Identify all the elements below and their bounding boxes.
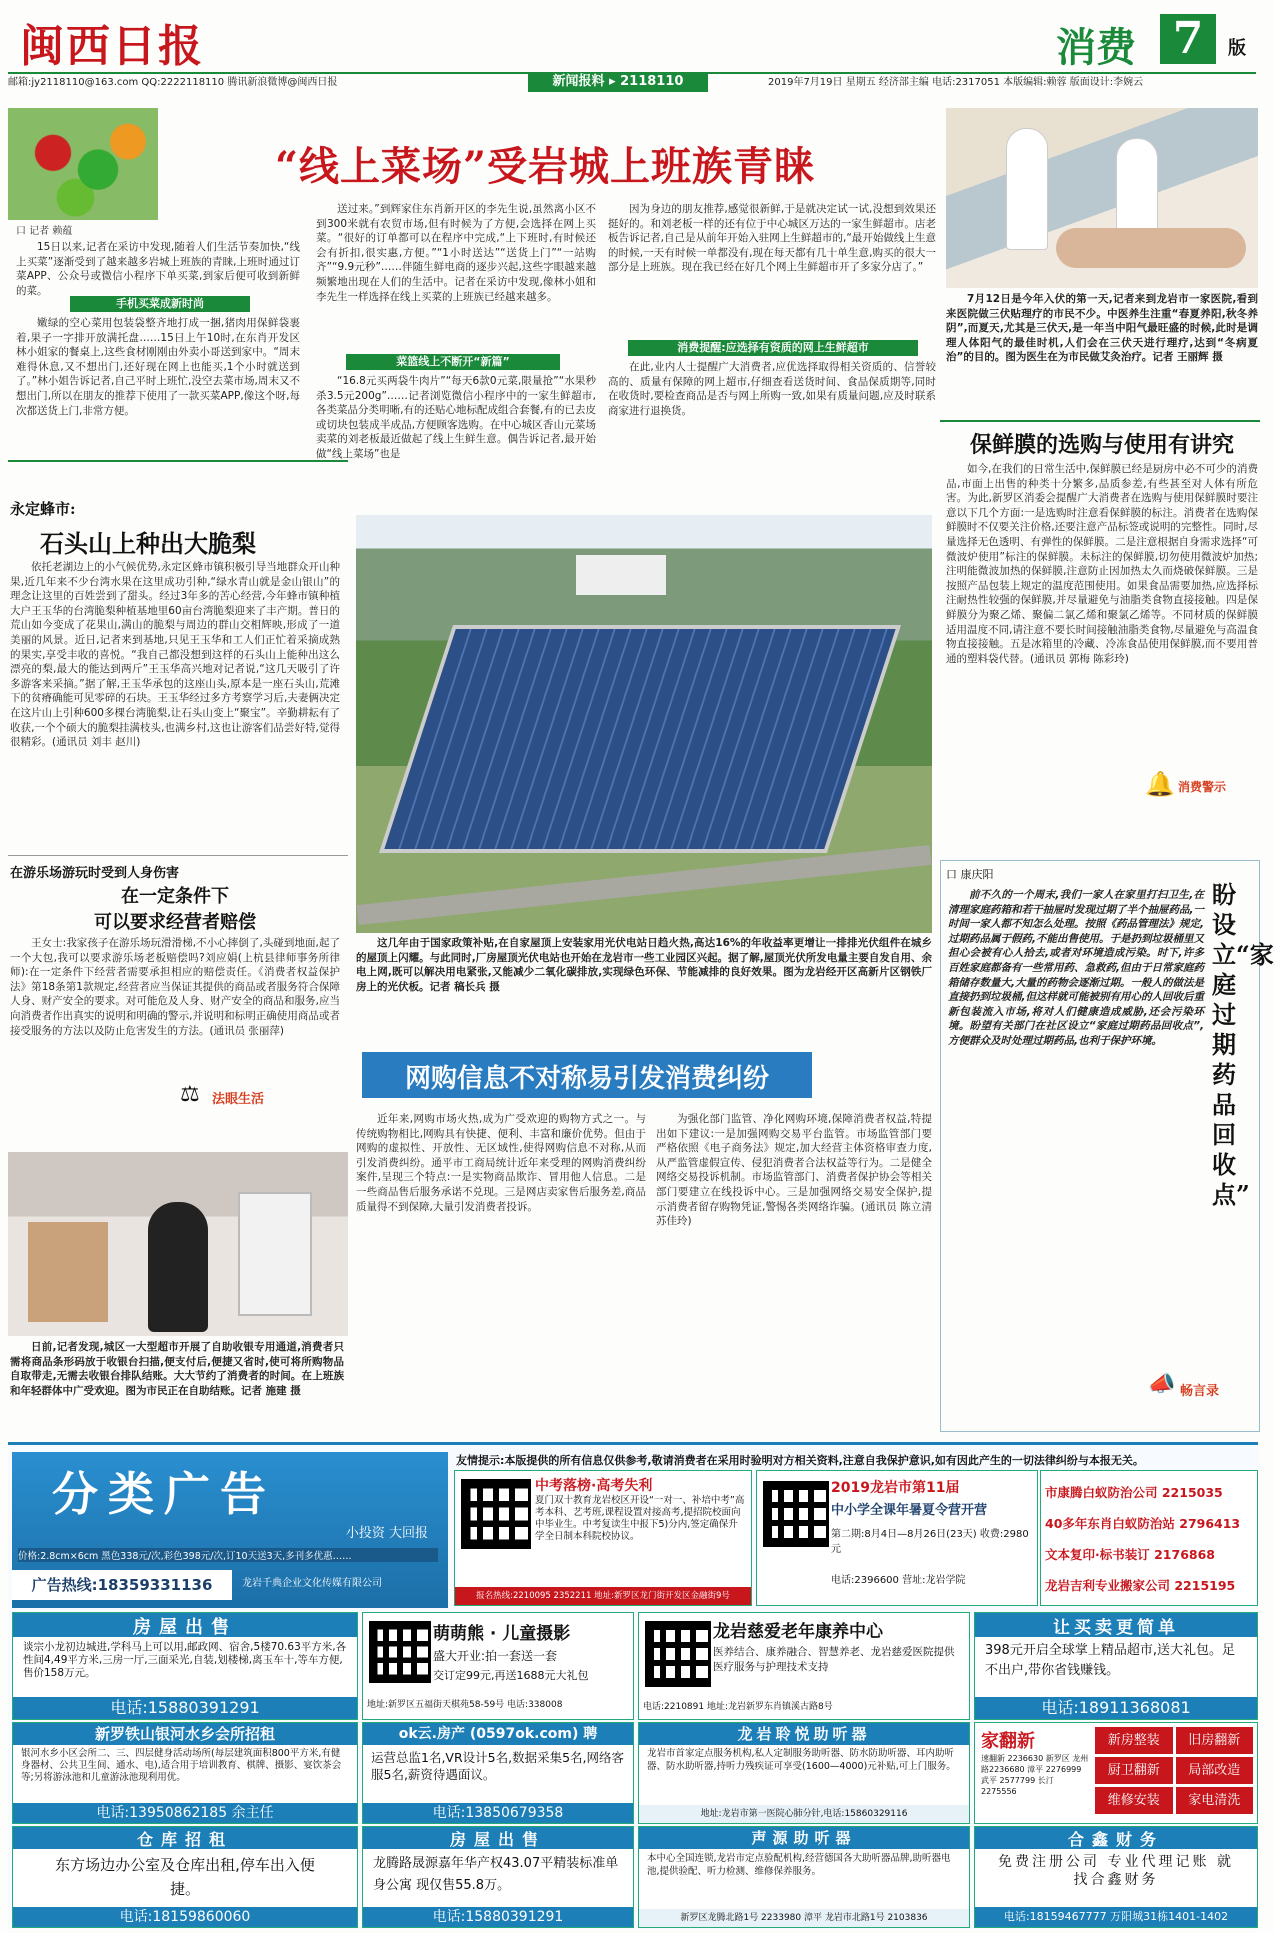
self-checkout-photo	[8, 1152, 348, 1336]
baby-photo-ad[interactable]	[362, 1612, 634, 1720]
school-ad-phone: 报名热线:2210095 2352211 地址:新罗区龙门街开发区金融街9号	[455, 1587, 751, 1605]
qr-code-icon[interactable]	[645, 1621, 711, 1687]
okyun-phone: 电话:13850679358	[363, 1803, 633, 1823]
news-hotline[interactable]: 新闻报料 ▸ 2118110	[528, 72, 708, 92]
renovation-item: 局部改造	[1176, 1757, 1254, 1784]
apartment-sale-text: 龙腾路晟源嘉年华产权43.07平精装标准单身公寓 现仅售55.8万。	[373, 1856, 619, 1893]
story1-col3b: 在此,业内人士提醒广大消费者,应优选择取得相关资质的、信誉较高的、质量有保障的网上超市,仔细查看送货时间、食品保质期等,同时在收货时,要检查商品是否与网上所购一致,如果有质量问题,应及时联系商家进行退换货。	[608, 361, 936, 417]
apartment-sale-phone: 电话:15880391291	[363, 1907, 633, 1927]
edition-label: 版	[1228, 38, 1246, 59]
ads-notice: 友情提示:本版提供的所有信息仅供参考,敬请消费者在采用时验明对方相关资料,注意自我保护意识,如有因此产生的一切法律纠纷与本报无关。	[456, 1454, 1144, 1467]
story1-byline: 口 记者 赖蕴	[16, 226, 73, 237]
summer-camp-ad[interactable]	[756, 1470, 1038, 1606]
renovation-item: 厨卫翻新	[1095, 1757, 1173, 1784]
shopping-ad[interactable]	[974, 1612, 1258, 1720]
solar-roof-photo	[356, 515, 932, 933]
services-ad[interactable]	[1040, 1470, 1258, 1606]
baby-photo-offer: 盛大开业:拍一套送一套	[433, 1649, 558, 1663]
divider	[8, 855, 348, 856]
story1-col1: 15日以来,记者在采访中发现,随着人们生活节奏加快,“线上买菜”逐渐受到了越来越多岩城上班族的青睐,上班时通过订菜APP、公众号或微信小程序下单买菜,到家后便可收到新鲜的菜。	[16, 241, 300, 297]
online-col1: 近年来,网购市场火热,成为广受欢迎的购物方式之一。与传统购物相比,网购具有快捷、便利、丰富和廉价优势。但由于网购的虚拟性、开放性、无区域性,使得网购信息不对称,从而引发消费纠纷。通平市工商局统计近年来受理的网购消费纠纷案件,呈现三个特点:一是实物商品欺诈、冒用他人信息。二是一些商品售后服务承诺不兑现。三是网店卖家售后服务差,商品质量得不到保障,大量引发消费者投诉。	[356, 1113, 646, 1213]
okyun-text: 运营总监1名,VR设计5名,数据采集5名,网络客服5名,薪资待遇面议。	[371, 1750, 625, 1782]
divider	[8, 460, 348, 462]
apartment-sale-ad[interactable]	[362, 1826, 634, 1928]
baby-photo-offer-2: 交订定99元,再送1688元大礼包	[433, 1669, 589, 1682]
legal-title-1: 在一定条件下	[121, 886, 229, 907]
pear-title: 石头山上种出大脆梨	[40, 529, 256, 558]
elderly-care-title: 龙岩慈爱老年康养中心	[713, 1622, 883, 1642]
services-list	[1045, 1477, 1240, 1601]
column-title: 盼设立“家庭过期药品回收点”	[1212, 880, 1274, 1209]
classified-title: 分类广告	[52, 1467, 276, 1521]
finance-phone: 电话:18159467777 万阳城31栋1401-1402	[975, 1907, 1257, 1927]
renovation-item: 维修安装	[1095, 1787, 1173, 1814]
story1-col2b: “16.8元买两袋牛肉片”“每天6款0元菜,限量抢”“水果秒杀3.5元200g”……记者浏览微信小程序中的一家生鲜超市,各类菜品分类明晰,有的还贴心地标配成组合套餐,有的已去皮或切块包装成半成品,方便顾客选购。在中心城区香山元菜场卖菜的刘老板最近做起了线上生鲜生意。偶告诉记者,最开始做“线上菜场”也是	[316, 375, 596, 460]
school-ad-title: 中考落榜·高考失利	[535, 1478, 653, 1494]
bell-icon: 🔔	[1145, 770, 1175, 798]
renovation-grid	[1095, 1727, 1253, 1814]
house-sale-text: 谈宗小龙初边城进,学科马上可以用,邮政网、宿舍,5楼70.63平方米,各性间4,49平方米,三房一厅,三面采光,自装,划楼梯,离玉车十,等车方便,售价158万元。	[23, 1641, 347, 1679]
clubhouse-text: 银河水乡小区会所二、三、四层健身活动场所(每层建筑面积800平方米,有健身器材、公共卫生间、通水、电),适合用于培训教育、棋牌、摄影、宴饮茶会等;另将游泳池和儿童游泳池现利用优。	[21, 1748, 342, 1783]
clinic-caption: 7月12日是今年入伏的第一天,记者来到龙岩市一家医院,看到来医院做三伏贴理疗的市民不少。中医养生注重“春夏养阳,秋冬养阴”,而夏天,尤其是三伏天,是一年当中阳气最旺盛的时候,此时是调理人体阳气的最佳时机,人们会在三伏天进行理疗,达到“冬病夏治”的目的。图为医生在为市民做艾灸治疗。记者 王丽辉 摄	[946, 293, 1258, 364]
classified-subtitle: 小投资 大回报	[345, 1526, 428, 1541]
elderly-care-address: 电话:2210891 地址:龙岩新罗东肖镇溪古路8号	[643, 1702, 833, 1712]
pear-kicker: 永定蜂市:	[10, 500, 76, 518]
shopping-title: 让买卖更简单	[975, 1613, 1257, 1637]
clubhouse-rent-ad[interactable]	[12, 1722, 358, 1824]
clinic-photo	[946, 108, 1258, 288]
okyun-job-ad[interactable]	[362, 1722, 634, 1824]
self-checkout-caption: 日前,记者发现,城区一大型超市开展了自助收银专用通道,消费者只需将商品条形码放于收银台扫描,便支付后,便捷又省时,使可将所购物品自取带走,无需去收银台排队结账。大大节约了消费者的时间。在上班族和年轻群体中广受欢迎。图为市民正在自助结账。记者 施建 摄	[10, 1341, 344, 1397]
summer-camp-phone: 电话:2396600 营址:龙岩学院	[831, 1575, 966, 1586]
section-title: 消费	[1056, 24, 1136, 71]
okyun-title: ok云.房产 (0597ok.com) 聘	[363, 1723, 633, 1745]
hearing-aid-2-text: 本中心全国连锁,龙岩市定点验配机构,经营德国各大助听器品牌,助听器电池,提供验配、听力检测、维修保养服务。	[647, 1853, 951, 1877]
qr-code-icon[interactable]	[461, 1479, 531, 1549]
warehouse-title: 仓库招租	[13, 1827, 357, 1849]
house-sale-title: 房屋出售	[13, 1613, 357, 1637]
divider	[940, 420, 1260, 422]
service-line: 文本复印·标书装订 2176868	[1045, 1547, 1215, 1562]
summer-camp-time: 第二期:8月4日—8月26日(23天) 收费:2980元	[831, 1529, 1029, 1555]
story1-col2: 送过来。”到辉家住东肖新开区的李先生说,虽然离小区不到300米就有农贸市场,但有时候为了方便,会选择在网上买菜。“很好的订单都可以在程序中完成,“上下班时,有时候还会有折扣,很实惠,方便。”“1小时送达”“送货上门”“一站购齐”“9.9元秒”……伴随生鲜电商的逐步兴起,这些字眼越来越频繁地出现在人们的生活中。记者在采访中发现,像林小姐和李先生一样选择在线上买菜的上班族已经越来越多。	[316, 203, 596, 303]
house-sale-phone: 电话:15880391291	[13, 1697, 357, 1719]
hotline-label: 新闻报料	[552, 74, 605, 89]
law-life-tag: 法眼生活	[212, 1092, 265, 1107]
renovation-item: 家电清洗	[1176, 1787, 1254, 1814]
elderly-care-ad[interactable]	[638, 1612, 970, 1720]
baby-photo-title: 萌萌熊 · 儿童摄影	[433, 1624, 571, 1644]
contact-info: 邮箱:jy2118110@163.com QQ:2222118110 腾讯新浪微博@闽西日报	[8, 77, 338, 88]
masthead	[8, 4, 1256, 72]
clubhouse-title: 新罗铁山银河水乡会所招租	[13, 1723, 357, 1745]
page-number: 7	[1160, 14, 1216, 64]
classified-company: 龙岩千典企业文化传媒有限公司	[242, 1578, 382, 1589]
solar-roof-caption: 这几年由于国家政策补贴,在自家屋顶上安装家用光伏电站日趋火热,高达16%的年收益率更增让一排排光伏组件在城乡的屋顶上闪耀。与此同时,厂房屋顶光伏电站也开始在龙岩市一些工业园区兴起。据了解,屋顶光伏所发电量主要自发自用、余电上网,既可以解决用电紧张,又能减少二氧化碳排放,实现绿色环保、节能减排的良好效果。图为龙岩经开区高新片区钢铁厂房上的光伏板。记者 稿长兵 摄	[356, 937, 932, 993]
legal-body: 王女士:我家孩子在游乐场玩滑滑梯,不小心摔倒了,头碰到地面,起了一个大包,我可以要求游乐场老板赔偿吗?刘应娟(上杭县律师事务所律师):在一定条件下经营者需要承担相应的赔偿责任。《消费者权益保护法》第18条第1款规定,经营者应当保证其提供的商品或者服务符合保障人身、财产安全的要求。对可能危及人身、财产安全的商品和服务,应当向消费者作出真实的说明和明确的警示,并说明和标明正确使用商品或者接受服务的方法以及防止危害发生的方法。(通讯员 张丽萍)	[10, 937, 340, 1037]
renovation-item: 旧房翻新	[1176, 1727, 1254, 1754]
column-tag: 畅言录	[1180, 1384, 1220, 1399]
finance-title: 合鑫财务	[975, 1827, 1257, 1849]
plastic-wrap-body: 如今,在我们的日常生活中,保鲜膜已经是厨房中必不可少的消费品,市面上出售的种类十分繁多,品质参差,有些甚至对人体有所危害。为此,新罗区消委会提醒广大消费者在选购与使用保鲜膜时要注意以下几个方面:一是选购时注意看保鲜膜的标注。消费者在选购保鲜膜时不仅要关注价格,还要注意产品标签或说明的完整性。同时,尽量选择无色透明、有弹性的保鲜膜。二是注意根据自身需求选择“可微波炉使用”标注的保鲜膜。未标注的保鲜膜,切勿使用微波炉加热;注明能微波加热的保鲜膜,注意防止因加热太久而烧破保鲜膜。三是按照产品包装上规定的温度范围使用。如果食品需要加热,应选择标注耐热性较强的保鲜膜,并尽量避免与油脂类食物直接接触。四是保鲜膜分为聚乙烯、聚偏二氯乙烯和聚氯乙烯等。不同材质的保鲜膜适用温度不同,请注意不要长时间接触油脂类食物,尽量避免与高温食物直接接触。五是冰箱里的冷藏、冷冻食品使用保鲜膜,而不要用普通的塑料袋代替。(通讯员 郭梅 陈彩玲)	[946, 463, 1258, 665]
story1-subhead-3: 消费提醒:应选择有资质的网上生鲜超市	[628, 340, 918, 356]
hearing-aid-2-ad[interactable]	[638, 1826, 970, 1928]
consumer-warning-tag: 消费警示	[1178, 780, 1227, 794]
classified-price: 价格:2.8cm×6cm 黑色338元/次,彩色398元/次,订10天送3天,多刊多优惠……	[18, 1548, 438, 1562]
renovation-phones: 速翻新 2236630 新罗区 龙州路2236680 漳平 2276999 武平 2577799 长汀 2275556	[981, 1754, 1089, 1796]
story1-col3: 因为身边的朋友推荐,感觉很新鲜,于是就决定试一试,没想到效果还挺好的。和刘老板一样的还有位于中心城区万达的一家生鲜超市。店老板告诉记者,自己是从前年开始入驻网上生鲜超市的,“最开始做线上生意的时候,一天有时候一单都没有,现在每天都有几十单生意,购买的很大一部分是上班族。现在我已经在好几个网上生鲜超市开了多家分店了。”	[608, 203, 936, 274]
classified-hotline[interactable]: 广告热线:18359331136	[12, 1570, 232, 1600]
online-col2: 为强化部门监管、净化网购环境,保障消费者权益,特提出如下建议:一是加强网购交易平台监管。市场监管部门要严格依照《电子商务法》规定,加大经营主体资格审查力度,从严监管虚假宣传、侵犯消费者合法权益等行为。二是健全网络交易投诉机制。市场监管部门、消费者保护协会等相关部门要建立在线投诉中心。三是加强网络交易安全保护,提示消费者留存购物凭证,警惕各类网络诈骗。(通讯员 陈立清 苏佳玲)	[656, 1113, 932, 1228]
pear-body: 依托老湖边上的小气候优势,永定区蜂市镇积极引导当地群众开山种果,近几年来不少台湾水果在这里成功引种,“绿水青山就是金山银山”的理念让这里的百姓尝到了甜头。经过3年多的苦心经营,今年蜂市镇种植大户王玉华的台湾脆梨种植基地里60亩台湾脆梨迎来了丰产期。普日的荒山如今变成了花果山,满山的脆梨与周边的群山交相辉映,形成了一道美丽的风景。近日,记者来到基地,只见王玉华和工人们正忙着采摘成熟的果实,享受丰收的喜悦。“我自己都没想到这样的石头山上能种出这么漂亮的梨,最大的能达到两斤”王玉华高兴地对记者说,“这几天吸引了许多游客来采摘。”据了解,王玉华承包的这座山头,原本是一座石头山,荒滩下的贫瘠确能可见零碎的石块。王玉华经过多方考察学习后,夫妻俩决定在这片山上引种600多棵台湾脆梨,让石头山变上“聚宝”。辛勤耕耘有了收获,一个个硕大的脆梨挂满枝头,也满乡村,这也让游客们品尝好特,觉得很精彩。(通讯员 刘丰 赵川)	[10, 561, 340, 749]
summer-camp-subtitle: 中小学全课年暑夏令营开营	[831, 1503, 988, 1518]
column-body: 前不久的一个周末,我们一家人在家里打扫卫生,在清理家庭药箱和若干抽屉时发现过期了半个抽屉药品,一时间一家人都不知怎么处理。按照《药品管理法》规定,过期药品属于假药,不能出售使用。于是扔到垃圾桶里又担心会被有心人拾去,或者对环境造成污染。时下,许多百姓家庭都备有一些常用药、急救药,但由于日常家庭药箱储存数量大,大量的药物会逐渐过期。一般人的做法是直接扔到垃圾桶,但这样就可能被别有用心的人回收后重新包装流入市场,将对人们健康造成威胁,还会污染环境。盼望有关部门在社区设立“家庭过期药品回收点”,方便群众及时处理过期药品,也利于保护环境。	[948, 889, 1204, 1047]
renovation-ad[interactable]	[974, 1722, 1258, 1824]
service-line: 40多年东肖白蚁防治站 2796413	[1045, 1516, 1241, 1531]
qr-code-icon[interactable]	[369, 1621, 431, 1683]
renovation-item: 新房整装	[1095, 1727, 1173, 1754]
baby-photo-address: 地址:新罗区五福街天棋苑58-59号 电话:338008	[367, 1700, 563, 1710]
legal-title-2: 可以要求经营者赔偿	[94, 912, 256, 933]
story1-subhead-1: 手机买菜成新时尚	[70, 296, 250, 312]
legal-kicker: 在游乐场游玩时受到人身伤害	[10, 866, 180, 881]
house-sale-ad[interactable]	[12, 1612, 358, 1720]
school-ad[interactable]	[454, 1470, 752, 1606]
date-editor-info: 2019年7月19日 星期五 经济部主编 电话:2317051 本版编辑:赖蓉 版面设计:李婉云	[768, 77, 1144, 88]
warehouse-phone: 电话:18159860060	[13, 1907, 357, 1927]
newspaper-logo: 闽西日报	[20, 21, 204, 72]
story1-col1b: 嫩绿的空心菜用包装袋整齐地打成一捆,猪肉用保鲜袋裹着,果子一字排开放满托盘……15日上午10时,在东肖开发区林小姐家的餐桌上,这些食材刚刚由外卖小哥送到家中。“周末难得休息,又不想出门,还好现在网上也能买,1个小时就送到了。”林小姐告诉记者,自己平时上班忙,没空去菜市场,周末又不想出门,所以在朋友的推荐下使用了一款买菜APP,像这个呀,每次都送货上门,非常方便。	[16, 317, 300, 417]
column-author: 口 康庆阳	[946, 868, 994, 881]
plastic-wrap-title: 保鲜膜的选购与使用有讲究	[969, 432, 1234, 458]
warehouse-rent-ad[interactable]	[12, 1826, 358, 1928]
hearing-aid-2-title: 声源助听器	[639, 1827, 969, 1849]
school-ad-text: 夏门双十教育龙岩校区开设“一对一、补培中考”高考本科、艺考班,课程设置对接高考,提招院校面向中毕业生。中考复读生中报下5)分内,签定确保升学全日制本科院校协议。	[535, 1495, 745, 1542]
hearing-aid-phone: 地址:龙岩市第一医院心肺分针,电话:15860329116	[639, 1805, 969, 1823]
hotline-number: 2118110	[620, 74, 684, 89]
vegetables-image	[8, 108, 158, 220]
hearing-aid-2-address: 新罗区龙腾北路1号 2233980 漳平 龙岩市北路1号 2103836	[639, 1909, 969, 1927]
story1-title: “线上菜场”受岩城上班族青睐	[274, 143, 815, 190]
finance-ad[interactable]	[974, 1826, 1258, 1928]
shopping-text: 398元开启全球掌上精品超市,送大礼包。足不出户,带你省钱赚钱。	[985, 1643, 1235, 1678]
renovation-title: 家翻新	[981, 1731, 1035, 1752]
hearing-aid-text: 龙岩市首家定点服务机构,私人定制服务助听器、防水防助听器、耳内助听器、防水助听器,持听力残疾证可享受(1600—4000)元补贴,可上门服务。	[647, 1748, 956, 1772]
classified-banner	[12, 1452, 448, 1608]
trumpet-icon: 📣	[1148, 1372, 1176, 1397]
elderly-care-text: 医养结合、康养融合、智慧养老、龙岩慈爱医院提供医疗服务与护理技术支持	[713, 1646, 955, 1673]
finance-text: 免费注册公司 专业代理记账 就找合鑫财务	[998, 1854, 1234, 1888]
hearing-aid-ad[interactable]	[638, 1722, 970, 1824]
summer-camp-title: 2019龙岩市第11届	[831, 1480, 960, 1496]
service-line: 龙岩吉利专业搬家公司 2215195	[1045, 1578, 1236, 1593]
gavel-icon: ⚖	[180, 1082, 200, 1107]
hearing-aid-title: 龙岩聆悦助听器	[639, 1723, 969, 1745]
clubhouse-phone: 电话:13950862185 余主任	[13, 1803, 357, 1823]
warehouse-text: 东方场边办公室及仓库出租,停车出入便捷。	[55, 1856, 315, 1898]
service-line: 市康腾白蚁防治公司 2215035	[1045, 1485, 1223, 1500]
online-title: 网购信息不对称易引发消费纠纷	[404, 1064, 769, 1094]
story1-subhead-2: 菜篮线上不断开“新篇”	[346, 354, 560, 370]
info-bar	[8, 72, 1256, 92]
apartment-sale-title: 房屋出售	[363, 1827, 633, 1849]
shopping-phone: 电话:18911368081	[975, 1697, 1257, 1719]
qr-code-icon[interactable]	[763, 1481, 829, 1547]
